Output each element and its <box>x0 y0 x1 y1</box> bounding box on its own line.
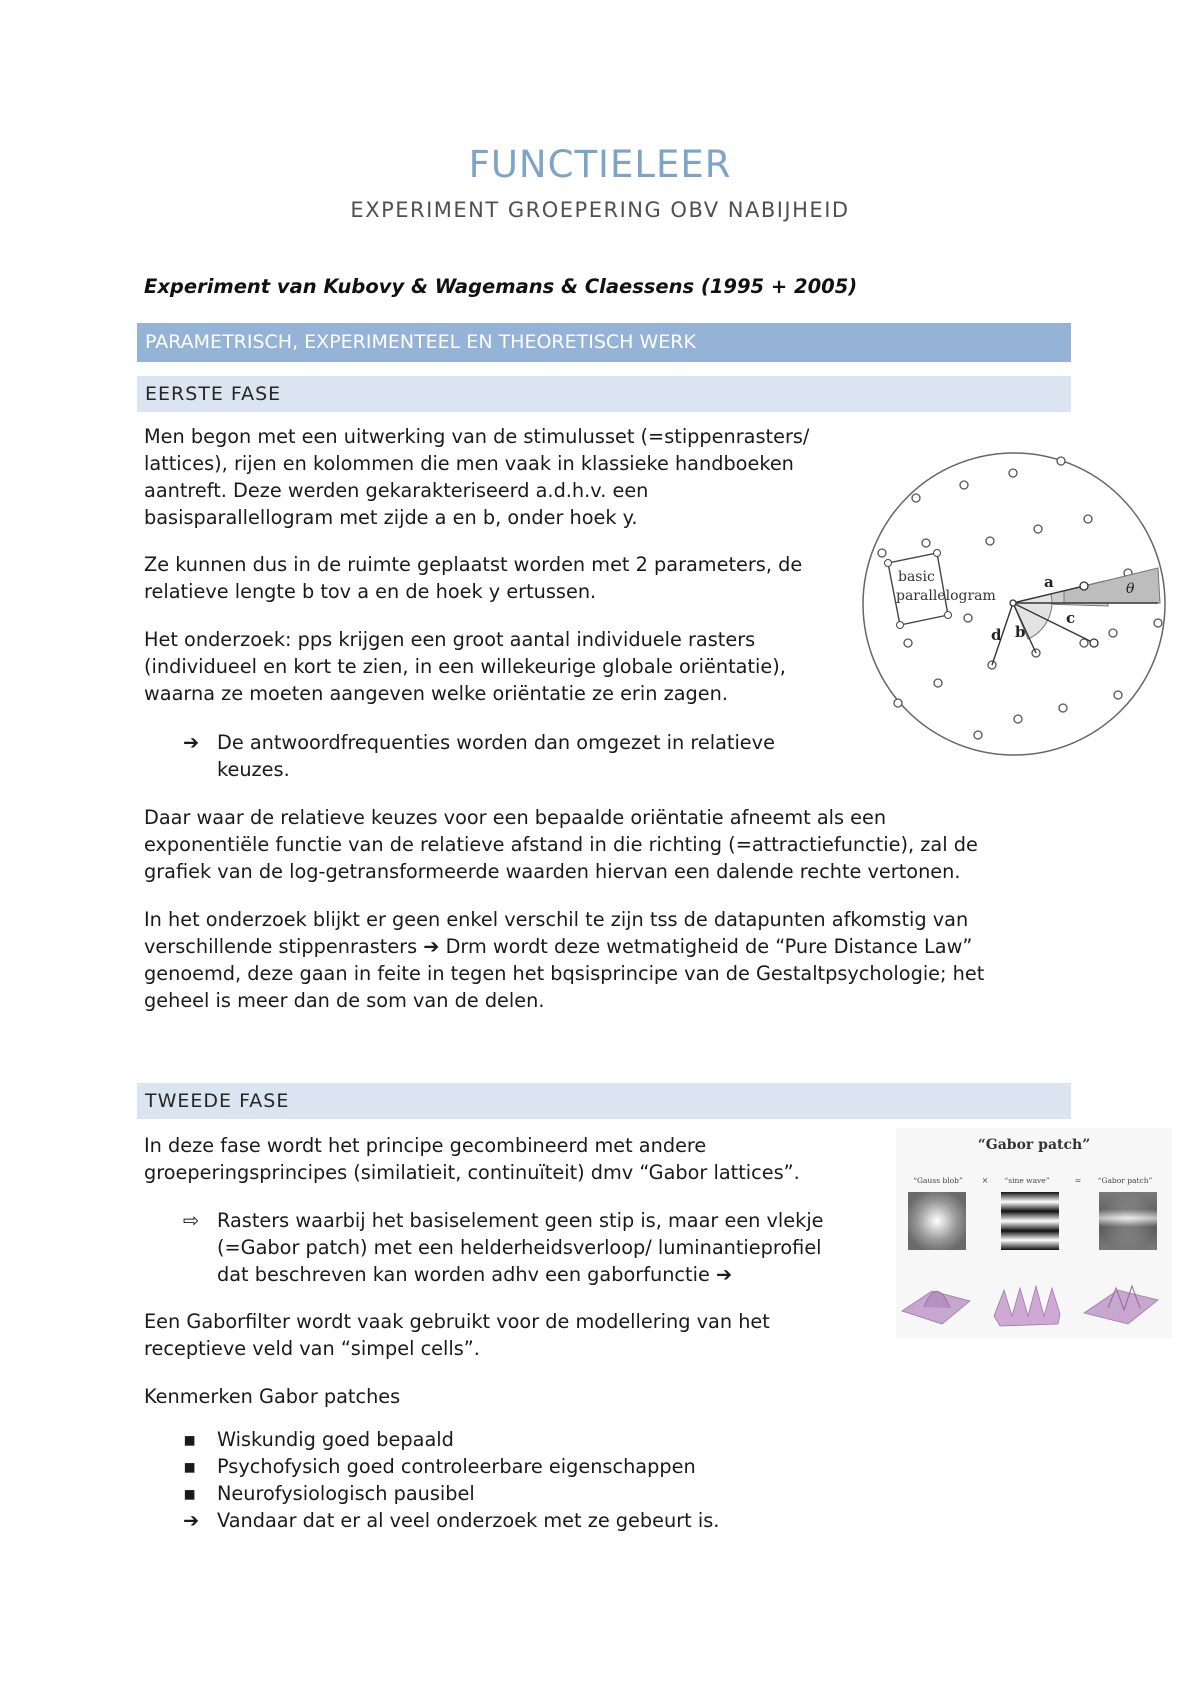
gabor-patch-figure <box>896 1128 1172 1338</box>
section-heading-parametrisch: PARAMETRISCH, EXPERIMENTEEL EN THEORETISCH WERK <box>137 323 1071 362</box>
arrow-item-text <box>183 1207 873 1288</box>
hollow-arrow-icon: ⇨ <box>183 1209 200 1232</box>
text-line: geheel is meer dan de som van de delen. <box>144 989 545 1012</box>
label-b: b <box>1015 623 1026 641</box>
label-theta: θ <box>1126 581 1135 597</box>
sine-wave-image <box>1001 1192 1059 1250</box>
parallelogram-label: parallelogram <box>896 588 996 604</box>
dot-lattice-figure <box>858 443 1178 763</box>
arrow-item-rasters <box>183 1207 873 1288</box>
text-line: aantreft. Deze werden gekarakteriseerd a.d.h.v. een <box>144 479 649 502</box>
list-item-text: Wiskundig goed bepaald <box>217 1428 454 1451</box>
bullet-icon: ▪ <box>183 1482 197 1505</box>
text-line: exponentiële functie van de relatieve afstand in die richting (=attractiefunctie), zal de <box>144 833 978 856</box>
experiment-source: Experiment van Kubovy & Wagemans & Claessens (1995 + 2005) <box>144 275 858 298</box>
text-line: In het onderzoek blijkt er geen enkel verschil te zijn tss de datapunten afkomstig van <box>144 908 969 931</box>
text-line: Men begon met een uitwerking van de stimulusset (=stippenrasters/ <box>144 425 810 448</box>
basic-parallelogram <box>885 550 996 629</box>
text-line: Het onderzoek: pps krijgen een groot aantal individuele rasters <box>144 628 756 651</box>
phase-heading-eerste-fase: EERSTE FASE <box>137 376 1071 412</box>
label-c: c <box>1066 609 1076 627</box>
paragraph-gaborfilter <box>144 1308 770 1362</box>
list-item-text: Psychofysich goed controleerbare eigenschappen <box>217 1455 696 1478</box>
page-title: FUNCTIELEER <box>468 143 732 186</box>
list-item-text: Neurofysiologisch pausibel <box>217 1482 475 1505</box>
text-line: (=Gabor patch) met een helderheidsverloop/ luminantieprofiel <box>217 1236 822 1259</box>
text-line: Rasters waarbij het basiselement geen stip is, maar een vlekje <box>217 1209 824 1232</box>
equals-sign: = <box>1074 1176 1082 1185</box>
arrow-icon: ➔ <box>183 1509 200 1532</box>
list-item <box>183 1426 719 1453</box>
paragraph-relatieve-keuzes <box>144 804 978 885</box>
gabor-figure-title: “Gabor patch” <box>977 1137 1091 1153</box>
text-line: relatieve lengte b tov a en de hoek y ertussen. <box>144 580 597 603</box>
list-item-text: Vandaar dat er al veel onderzoek met ze gebeurt is. <box>217 1509 720 1532</box>
list-item <box>183 1480 719 1507</box>
arrow-item-text <box>183 729 823 783</box>
page-subtitle: EXPERIMENT GROEPERING OBV NABIJHEID <box>350 198 850 222</box>
text-line: verschillende stippenrasters ➔ Drm wordt deze wetmatigheid de “Pure Distance Law” <box>144 935 973 958</box>
text-line: dat beschreven kan worden adhv een gaborfunctie ➔ <box>217 1263 733 1286</box>
sine-wave-label: “sine wave” <box>1004 1176 1050 1185</box>
text-line: groeperingsprincipes (similatieit, continuïteit) dmv “Gabor lattices”. <box>144 1161 800 1184</box>
text-line: grafiek van de log-getransformeerde waarden hiervan een dalende rechte vertonen. <box>144 860 961 883</box>
text-line: In deze fase wordt het principe gecombineerd met andere <box>144 1134 707 1157</box>
gauss-blob-image <box>908 1192 966 1250</box>
basic-label: basic <box>898 569 935 585</box>
arrow-item-antwoordfrequenties <box>183 729 823 783</box>
text-line: lattices), rijen en kolommen die men vaak in klassieke handboeken <box>144 452 794 475</box>
text-line: genoemd, deze gaan in feite in tegen het bqsisprincipe van de Gestaltpsychologie; het <box>144 962 985 985</box>
phase-heading-tweede-fase: TWEEDE FASE <box>137 1083 1071 1119</box>
bullet-icon: ▪ <box>183 1428 197 1451</box>
kenmerken-list <box>183 1426 719 1534</box>
text-line: basisparallellogram met zijde a en b, onder hoek y. <box>144 506 638 529</box>
text-line: Een Gaborfilter wordt vaak gebruikt voor de modellering van het <box>144 1310 770 1333</box>
list-item <box>183 1453 719 1480</box>
text-line: De antwoordfrequenties worden dan omgezet in relatieve <box>217 731 775 754</box>
text-line: Daar waar de relatieve keuzes voor een bepaalde oriëntatie afneemt als een <box>144 806 887 829</box>
label-a: a <box>1044 573 1054 591</box>
paragraph-kenmerken: Kenmerken Gabor patches <box>144 1385 401 1408</box>
paragraph-pure-distance-law <box>144 906 984 1014</box>
paragraph-gabor-lattices <box>144 1132 800 1186</box>
text-line: waarna ze moeten aangeven welke oriëntatie ze erin zagen. <box>144 682 728 705</box>
gabor-patch-label: “Gabor patch” <box>1097 1176 1153 1185</box>
gauss-blob-label: “Gauss blob” <box>913 1176 963 1185</box>
text-line: (individueel en kort te zien, in een willekeurige globale oriëntatie), <box>144 655 786 678</box>
multiply-sign: × <box>981 1176 989 1185</box>
text-line: keuzes. <box>217 758 290 781</box>
text-line: Ze kunnen dus in de ruimte geplaatst worden met 2 parameters, de <box>144 553 803 576</box>
list-item <box>183 1507 719 1534</box>
bullet-icon: ▪ <box>183 1455 197 1478</box>
arrow-icon: ➔ <box>183 731 200 754</box>
label-d: d <box>991 626 1002 644</box>
text-line: receptieve veld van “simpel cells”. <box>144 1337 480 1360</box>
paragraph-onderzoek <box>144 626 786 707</box>
paragraph-parameters <box>144 551 802 605</box>
paragraph-stimulusset <box>144 423 809 531</box>
